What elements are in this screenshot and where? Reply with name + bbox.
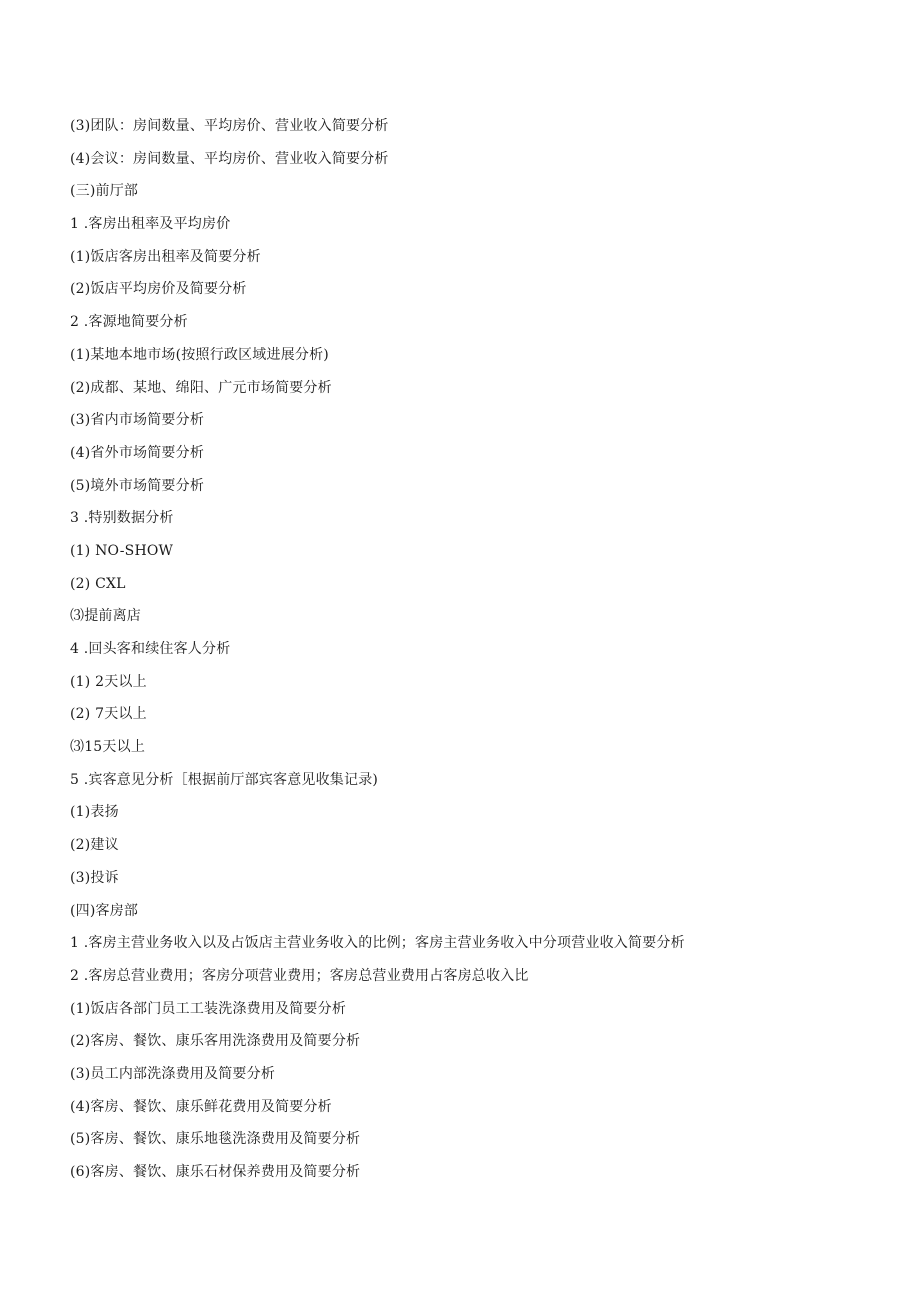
text-line: (1)饭店各部门员工工装洗涤费用及简要分析 — [70, 1000, 347, 1017]
section-heading: (三)前厅部 — [70, 183, 139, 200]
text-line: (5)境外市场简要分析 — [70, 477, 205, 494]
text-line: (3)省内市场简要分析 — [70, 412, 205, 429]
text-line: (5)客房、餐饮、康乐地毯洗涤费用及简要分析 — [70, 1131, 361, 1148]
text-line: (1)某地本地市场(按照行政区域进展分析) — [70, 346, 329, 363]
text-line: (2)饭店平均房价及简要分析 — [70, 281, 247, 298]
section-heading: (四)客房部 — [70, 902, 139, 919]
subsection-heading: 1 .客房出租率及平均房价 — [70, 216, 231, 233]
subsection-heading: 3 .特别数据分析 — [70, 510, 174, 527]
text-line: (3)员工内部洗涤费用及简要分析 — [70, 1065, 276, 1082]
document-body — [70, 114, 870, 1193]
text-line: (2) 7天以上 — [70, 706, 147, 723]
text-line: (1)表扬 — [70, 804, 119, 821]
text-line: (2) CXL — [70, 575, 126, 592]
subsection-heading: 1 .客房主营业务收入以及占饭店主营业务收入的比例；客房主营业务收入中分项营业收入简要分析 — [70, 935, 685, 952]
text-line: (4)客房、餐饮、康乐鲜花费用及简要分析 — [70, 1098, 332, 1115]
subsection-heading: 2 .客源地简要分析 — [70, 314, 188, 331]
text-line: (4)省外市场简要分析 — [70, 444, 205, 461]
text-line: (3)投诉 — [70, 869, 119, 886]
text-line: (1) NO-SHOW — [70, 542, 174, 559]
text-line: ⑶15天以上 — [70, 739, 146, 756]
text-line: ⑶提前离店 — [70, 608, 141, 625]
text-line: (1)饭店客房出租率及简要分析 — [70, 248, 261, 265]
text-line: (2)客房、餐饮、康乐客用洗涤费用及简要分析 — [70, 1033, 361, 1050]
text-line: (6)客房、餐饮、康乐石材保养费用及简要分析 — [70, 1164, 361, 1180]
text-line: (1) 2天以上 — [70, 673, 147, 690]
subsection-heading: 5 .宾客意见分析［根据前厅部宾客意见收集记录) — [70, 771, 379, 788]
text-line: (3)团队：房间数量、平均房价、营业收入简要分析 — [70, 118, 389, 134]
subsection-heading: 4 .回头客和续住客人分析 — [70, 641, 231, 657]
text-line: (4)会议：房间数量、平均房价、营业收入简要分析 — [70, 150, 389, 167]
text-line: (2)建议 — [70, 837, 119, 854]
text-line: (2)成都、某地、绵阳、广元市场简要分析 — [70, 379, 332, 396]
subsection-heading: 2 .客房总营业费用；客房分项营业费用；客房总营业费用占客房总收入比 — [70, 967, 529, 984]
